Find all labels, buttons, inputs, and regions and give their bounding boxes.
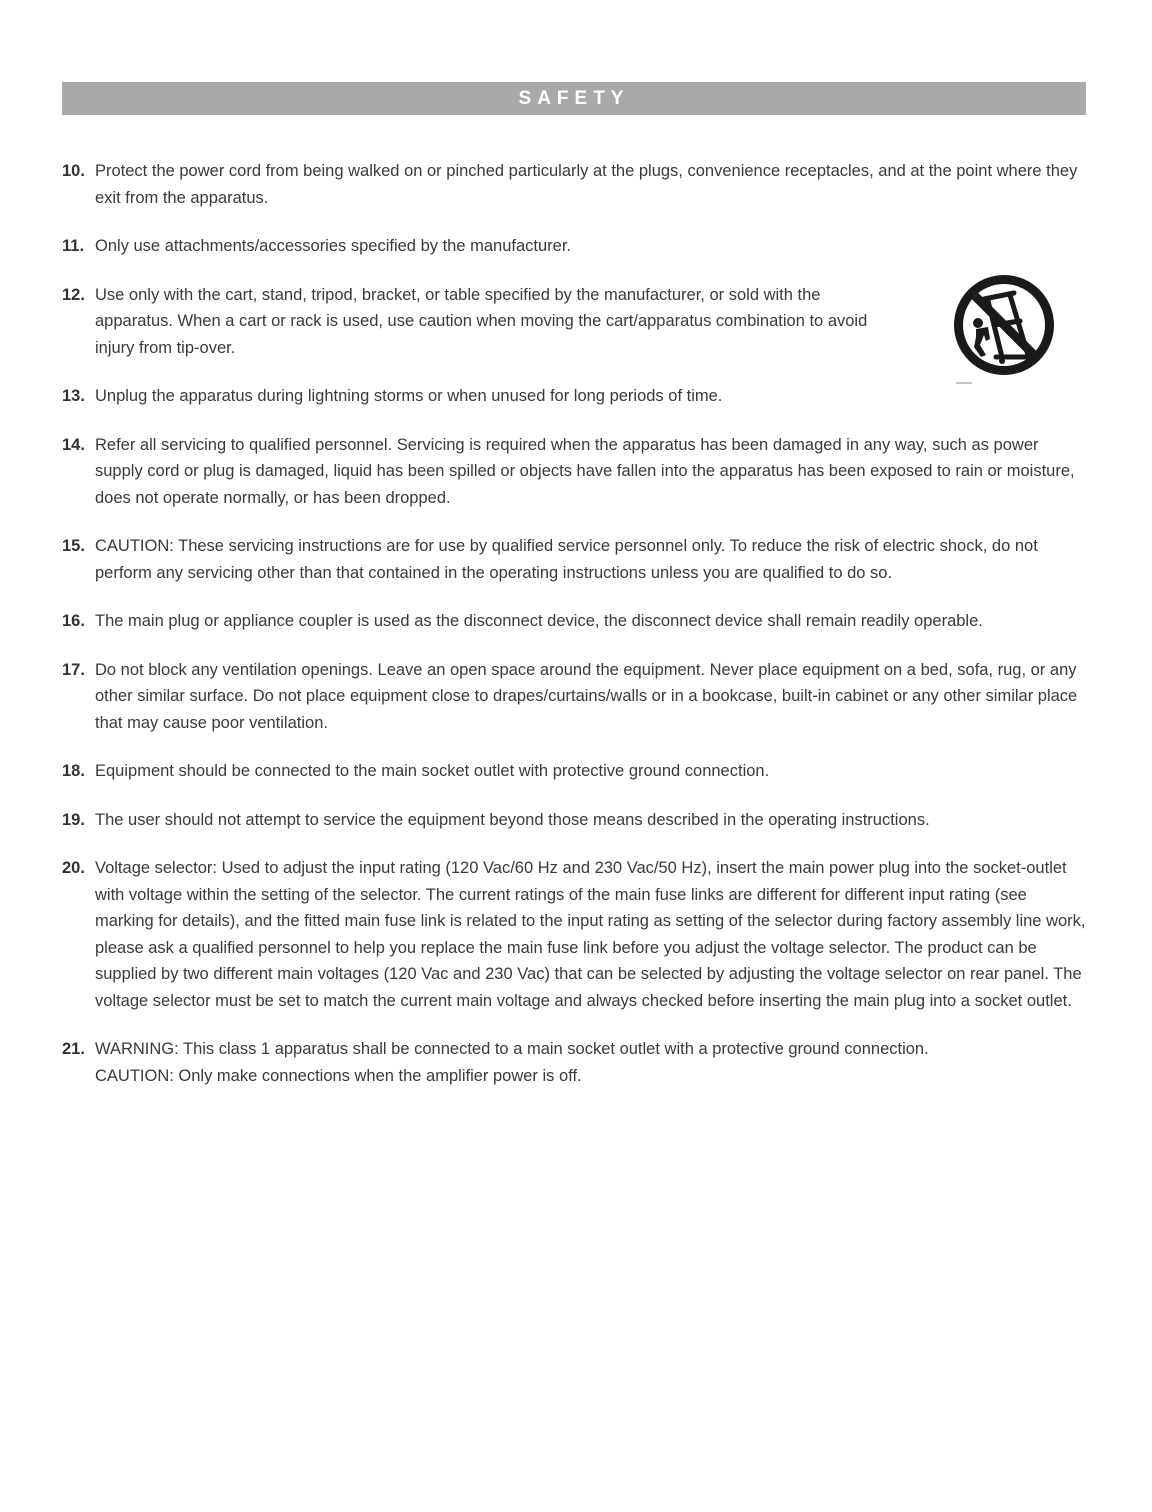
list-item	[62, 282, 1086, 362]
item-text: The main plug or appliance coupler is used as the disconnect device, the disconnect device shall remain readily operable.	[95, 612, 983, 630]
list-item	[62, 807, 1086, 834]
item-text: CAUTION: These servicing instructions are for use by qualified service personnel only. To reduce the risk of electric shock, do not perform any servicing other than that contained in the operating instructions unless you are qualified to do so.	[95, 537, 1038, 582]
list-item	[62, 657, 1086, 737]
item-number: 10.	[62, 162, 85, 180]
item-text: Use only with the cart, stand, tripod, bracket, or table specified by the manufacturer, or sold with the apparatus. When a cart or rack is used, use caution when moving the cart/apparatus combination to avoid injury from tip-over.	[95, 285, 868, 357]
item-text: The user should not attempt to service the equipment beyond those means described in the operating instructions.	[95, 810, 930, 829]
item-number: 14.	[62, 435, 85, 454]
item-number: 11.	[62, 237, 85, 255]
safety-instructions-list	[62, 158, 1086, 1111]
item-text: Voltage selector: Used to adjust the input rating (120 Vac/60 Hz and 230 Vac/50 Hz), insert the main power plug into the socket-outlet with voltage within the setting of the selector. The current ratings of the main fuse links are different for different input rating (see marking for details), and the fitted main fuse link is related to the input rating as setting of the selector during factory assembly line work, please ask a qualified personnel to help you replace the main fuse link before you adjust the voltage selector. The product can be supplied by two different main voltages (120 Vac and 230 Vac) that can be selected by adjusting the voltage selector on rear panel. The voltage selector must be set to match the current main voltage and always checked before inserting the main plug into a socket outlet.	[95, 859, 1086, 1010]
item-text: Unplug the apparatus during lightning storms or when unused for long periods of time.	[95, 387, 723, 405]
cart-tip-over-warning-icon	[946, 271, 1062, 387]
item-number: 18.	[62, 762, 85, 780]
list-item	[62, 1036, 1086, 1089]
item-number: 13.	[62, 387, 85, 405]
item-text	[95, 1036, 1086, 1089]
item-text: Do not block any ventilation openings. Leave an open space around the equipment. Never place equipment on a bed, sofa, rug, or any other similar surface. Do not place equipment close to drapes/curtains/walls or in a bookcase, built-in cabinet or any other similar place that may cause poor ventilation.	[95, 660, 1078, 732]
list-item	[62, 158, 1086, 211]
warning-line: WARNING: This class 1 apparatus shall be connected to a main socket outlet with a protective ground connection.	[95, 1040, 929, 1058]
item-number: 12.	[62, 285, 85, 304]
list-item	[62, 608, 1086, 635]
item-text: Protect the power cord from being walked on or pinched particularly at the plugs, convenience receptacles, and at the point where they exit from the apparatus.	[95, 162, 1078, 207]
section-title: SAFETY	[518, 87, 630, 109]
item-number: 21.	[62, 1040, 85, 1058]
list-item	[62, 383, 1086, 410]
item-number: 19.	[62, 810, 85, 829]
list-item	[62, 233, 1086, 260]
item-number: 20.	[62, 859, 85, 877]
section-header-bar	[62, 82, 1086, 115]
item-text: Only use attachments/accessories specified by the manufacturer.	[95, 237, 571, 255]
item-number: 16.	[62, 612, 85, 630]
list-item	[62, 758, 1086, 785]
list-item	[62, 432, 1086, 512]
item-number: 15.	[62, 537, 85, 555]
item-text: Refer all servicing to qualified personnel. Servicing is required when the apparatus has been damaged in any way, such as power supply cord or plug is damaged, liquid has been spilled or objects have fallen into the apparatus has been exposed to rain or moisture, does not operate normally, or has been dropped.	[95, 435, 1075, 507]
item-text: Equipment should be connected to the main socket outlet with protective ground connection.	[95, 762, 770, 780]
list-item	[62, 533, 1086, 586]
item-number: 17.	[62, 660, 85, 679]
caution-line: CAUTION: Only make connections when the amplifier power is off.	[95, 1066, 582, 1085]
list-item	[62, 855, 1086, 1014]
